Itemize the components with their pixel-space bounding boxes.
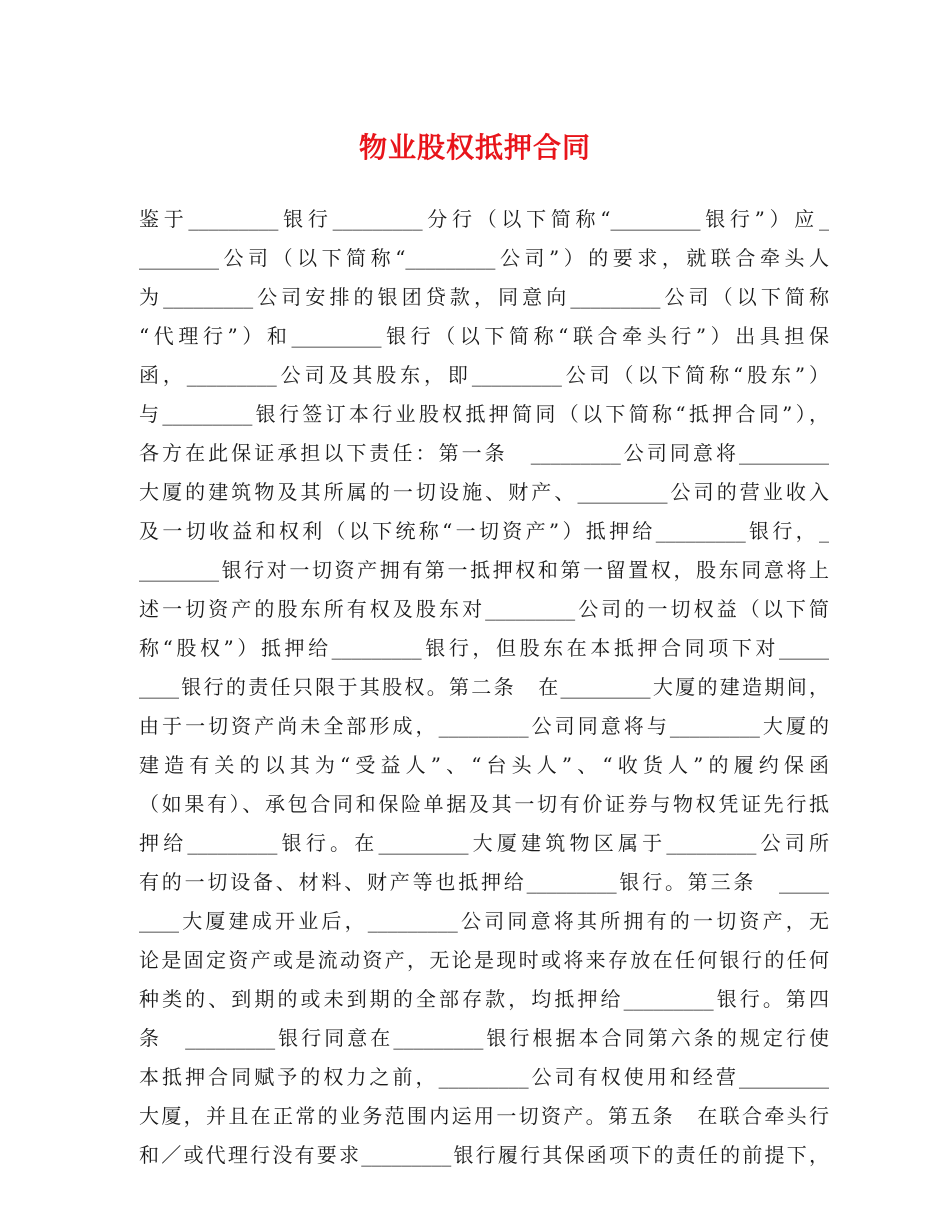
paragraph-line: 本抵押合同赋予的权力之前，_________公司有权使用和经营_________	[139, 1065, 829, 1089]
document-title: 物业股权抵押合同	[358, 131, 591, 164]
paragraph-line: 及一切收益和权利（以下统称“一切资产”）抵押给_________银行，_	[139, 519, 829, 543]
paragraph-line: 种类的、到期的或未到期的全部存款，均抵押给_________银行。第四	[139, 987, 829, 1011]
paragraph-line: 称“股权”）抵押给_________银行，但股东在本抵押合同项下对_____	[139, 636, 829, 660]
paragraph-line: 条 _________银行同意在_________银行根据本合同第六条的规定行使	[139, 1026, 829, 1050]
paragraph-line: 函，_________公司及其股东，即_________公司（以下简称“股东”）	[139, 363, 829, 387]
paragraph-line: ____大厦建成开业后，_________公司同意将其所拥有的一切资产，无	[139, 909, 829, 933]
paragraph-line: 鉴于_________银行_________分行（以下简称“_________银行”）应_	[139, 207, 829, 231]
paragraph-line: 述一切资产的股东所有权及股东对_________公司的一切权益（以下简	[139, 597, 829, 621]
paragraph-line: 建造有关的以其为“受益人”、“台头人”、“收货人”的履约保函	[139, 753, 829, 777]
paragraph-line: ____银行的责任只限于其股权。第二条 在_________大厦的建造期间，	[139, 675, 829, 699]
paragraph-line: 论是固定资产或是流动资产，无论是现时或将来存放在任何银行的任何	[139, 948, 829, 972]
paragraph-line: ________银行对一切资产拥有第一抵押权和第一留置权，股东同意将上	[139, 558, 829, 582]
paragraph-line: 大厦的建筑物及其所属的一切设施、财产、_________公司的营业收入	[139, 480, 829, 504]
paragraph-line: （如果有）、承包合同和保险单据及其一切有价证券与物权凭证先行抵	[139, 792, 829, 816]
paragraph-line: 为_________公司安排的银团贷款，同意向_________公司（以下简称	[139, 285, 829, 309]
paragraph-line: ________公司（以下简称“_________公司”）的要求，就联合牵头人	[139, 246, 829, 270]
paragraph-line: 和／或代理行没有要求_________银行履行其保函项下的责任的前提下，	[139, 1143, 829, 1167]
paragraph-line: 押给_________银行。在_________大厦建筑物区属于_________公司所	[139, 831, 829, 855]
paragraph-line: 各方在此保证承担以下责任：第一条 _________公司同意将_________	[139, 441, 829, 465]
paragraph-line: 由于一切资产尚未全部形成，_________公司同意将与_________大厦的	[139, 714, 829, 738]
paragraph-line: 与_________银行签订本行业股权抵押简同（以下简称“抵押合同”），	[139, 402, 829, 426]
document-body	[139, 200, 829, 1175]
paragraph-line: 大厦，并且在正常的业务范围内运用一切资产。第五条 在联合牵头行	[139, 1104, 829, 1128]
paragraph-line: “代理行”）和_________银行（以下简称“联合牵头行”）出具担保	[139, 324, 829, 348]
paragraph-line: 有的一切设备、材料、财产等也抵押给_________银行。第三条 _____	[139, 870, 829, 894]
